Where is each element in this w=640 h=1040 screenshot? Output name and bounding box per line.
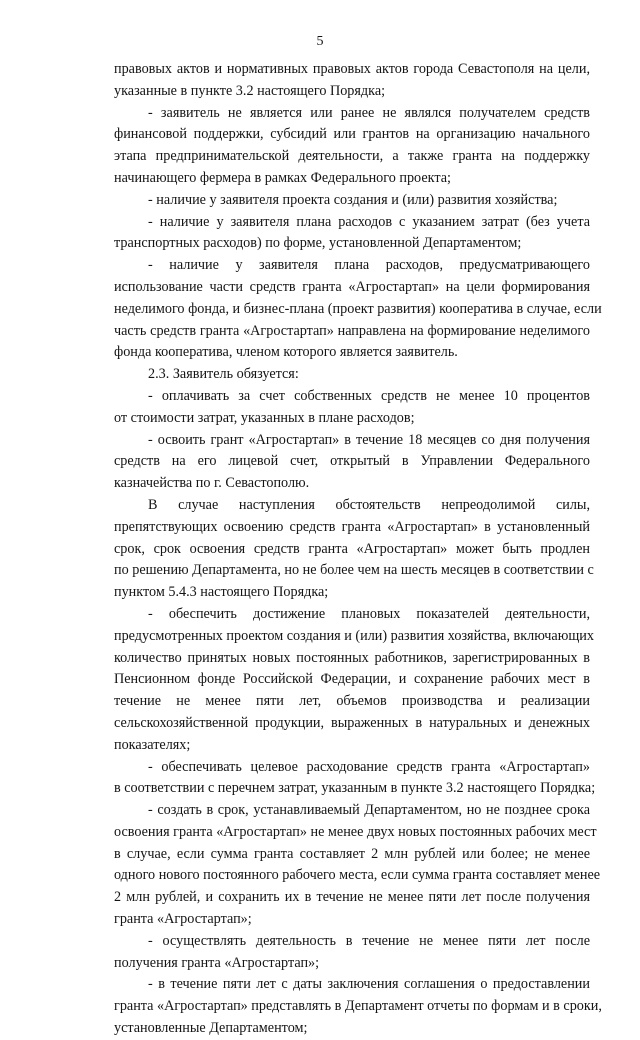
text-line: этапа предпринимательской деятельности, а также гранта на поддержку	[114, 148, 590, 165]
text-line: - заявитель не является или ранее не являлся получателем средств	[148, 104, 590, 121]
text-line: показателях;	[114, 736, 191, 753]
text-line: количество принятых новых постоянных работников, зарегистрированных в	[114, 649, 590, 666]
text-line: В случае наступления обстоятельств непреодолимой силы,	[148, 496, 590, 513]
text-line: в соответствии с перечнем затрат, указанным в пункте 3.2 настоящего Порядка;	[114, 780, 596, 797]
text-line: финансовой поддержки, субсидий или грантов на организацию начального	[114, 126, 590, 143]
text-line: часть средств гранта «Агростартап» направлена на формирование неделимого	[114, 322, 590, 339]
text-line: 2 млн рублей, и сохранить их в течение не менее пяти лет после получения	[114, 889, 590, 906]
text-line: препятствующих освоению средств гранта «Агростартап» в установленный	[114, 518, 590, 535]
text-line: - освоить грант «Агростартап» в течение 18 месяцев со дня получения	[148, 431, 590, 448]
text-line: срок, срок освоения средств гранта «Агростартап» может быть продлен	[114, 540, 590, 557]
text-line: пунктом 5.4.3 настоящего Порядка;	[114, 584, 329, 601]
text-line: сельскохозяйственной продукции, выраженных в натуральных и денежных	[114, 714, 590, 731]
text-line: неделимого фонда, и бизнес-плана (проект развития) кооператива в случае, если	[114, 300, 602, 317]
text-line: - наличие у заявителя плана расходов, предусматривающего	[148, 257, 590, 274]
page-number: 5	[316, 34, 324, 49]
text-line: фонда кооператива, членом которого является заявитель.	[114, 344, 458, 361]
text-line: гранта «Агростартап»;	[114, 911, 252, 928]
text-line: установленные Департаментом;	[114, 1020, 308, 1037]
text-line: в случае, если сумма гранта составляет 2 млн рублей или более; не менее	[114, 845, 590, 862]
text-line: по решению Департамента, но не более чем на шесть месяцев в соответствии с	[114, 562, 594, 579]
text-line: - наличие у заявителя плана расходов с указанием затрат (без учета	[148, 213, 590, 230]
text-line: от стоимости затрат, указанных в плане расходов;	[114, 409, 415, 426]
text-line: транспортных расходов) по форме, установленной Департаментом;	[114, 235, 522, 252]
text-line: казначейства по г. Севастополю.	[114, 475, 310, 492]
text-line: гранта «Агростартап» представлять в Департамент отчеты по формам и в сроки,	[114, 998, 602, 1015]
text-line: 2.3. Заявитель обязуется:	[148, 366, 299, 383]
text-line: начинающего фермера в рамках Федерального проекта;	[114, 169, 451, 186]
text-line: - наличие у заявителя проекта создания и (или) развития хозяйства;	[148, 191, 558, 208]
text-line: - оплачивать за счет собственных средств не менее 10 процентов	[148, 387, 590, 404]
text-line: использование части средств гранта «Агростартап» на цели формирования	[114, 278, 590, 295]
text-line: - создать в срок, устанавливаемый Департаментом, но не позднее срока	[148, 802, 590, 819]
text-line: освоения гранта «Агростартап» не менее двух новых постоянных рабочих мест	[114, 823, 597, 840]
text-line: - обеспечить достижение плановых показателей деятельности,	[148, 605, 590, 622]
text-line: правовых актов и нормативных правовых актов города Севастополя на цели,	[114, 61, 590, 77]
text-line: - в течение пяти лет с даты заключения соглашения о предоставлении	[148, 976, 590, 993]
text-line: средств на его лицевой счет, открытый в Управлении Федерального	[114, 453, 590, 470]
text-line: одного нового постоянного рабочего места, если сумма гранта составляет менее	[114, 867, 601, 884]
text-line: получения гранта «Агростартап»;	[114, 954, 320, 971]
text-line: предусмотренных проектом создания и (или) развития хозяйства, включающих	[114, 627, 594, 644]
text-line: Пенсионном фонде Российской Федерации, и сохранение рабочих мест в	[114, 671, 590, 688]
text-line: течение не менее пяти лет, объемов производства и реализации	[114, 693, 590, 710]
text-line: - осуществлять деятельность в течение не менее пяти лет после	[148, 932, 590, 949]
document-body	[114, 59, 602, 1040]
text-line: указанные в пункте 3.2 настоящего Порядка;	[114, 82, 386, 99]
text-line: - обеспечивать целевое расходование средств гранта «Агростартап»	[148, 758, 590, 775]
